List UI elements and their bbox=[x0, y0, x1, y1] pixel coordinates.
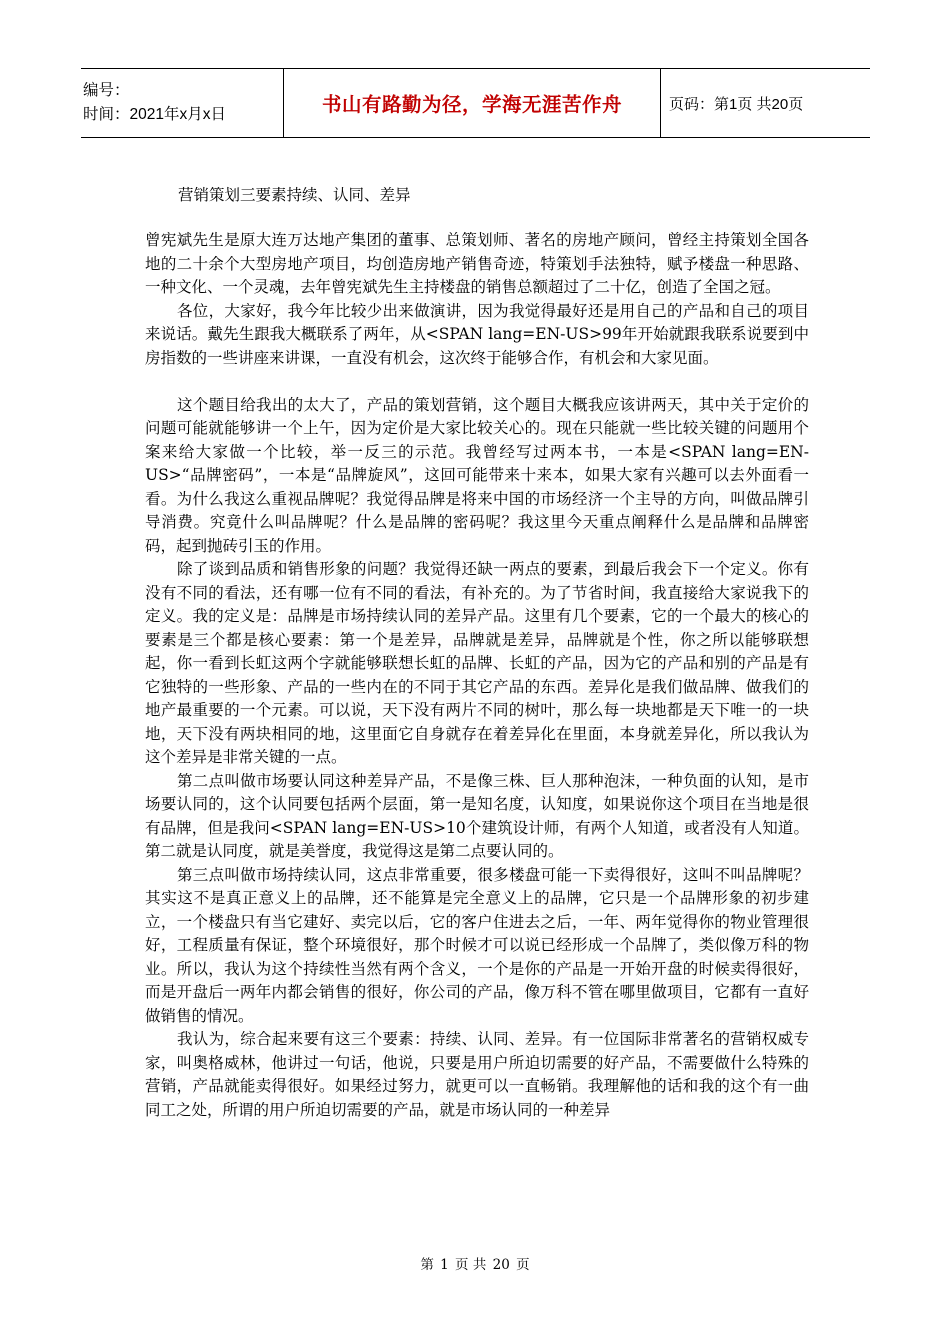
header-meta bbox=[81, 69, 284, 137]
page-header bbox=[81, 68, 870, 138]
header-motto bbox=[284, 69, 661, 137]
document-title: 营销策划三要素持续、认同、差异 bbox=[178, 186, 411, 204]
page-footer bbox=[0, 1253, 950, 1273]
paragraph-definition: 除了谈到品质和销售形象的问题？我觉得还缺一两点的要素，到最后我会下一个定义。你有没有不同的看法，还有哪一位有不同的看法，有补充的。为了节省时间，我直接给大家说我下的定义。我的定义是：品牌是市场持续认同的差异产品。这里有几个要素，它的一个最大的核心的要素是三个都是核心要素：第一个是差异，品牌就是差异，品牌就是个性，你之所以能够联想起，你一看到长虹这两个字就能够联想长虹的品牌、长虹的产品，因为它的产品和别的产品是有它独特的一些形象、产品的一些内在的不同于其它产品的东西。差异化是我们做品牌、做我们的地产最重要的一个元素。可以说，天下没有两片不同的树叶，那么每一块地都是天下唯一的一块地，天下没有两块相同的地，这里面它自身就存在着差异化在里面，本身就差异化，所以我认为这个差异是非常关键的一点。 bbox=[145, 560, 809, 766]
header-page-info bbox=[661, 69, 870, 137]
footer-prefix: 第 bbox=[420, 1257, 434, 1273]
paragraph-continuity: 第三点叫做市场持续认同，这点非常重要，很多楼盘可能一下卖得很好，这叫不叫品牌呢？其实这不是真正意义上的品牌，还不能算是完全意义上的品牌，它只是一个品牌形象的初步建立，一个楼盘只有当它建好、卖完以后，它的客户住进去之后，一年、两年觉得你的物业管理很好，工程质量有保证，整个环境很好，那个时候才可以说已经形成一个品牌了，类似像万科的物业。所以，我认为这个持续性当然有两个含义，一个是你的产品是一开始开盘的时候卖得很好，而是开盘后一两年内都会销售的很好，你公司的产品，像万科不管在哪里做项目，它都有一直好做销售的情况。 bbox=[145, 865, 809, 1025]
paragraph-intro: 曾宪斌先生是原大连万达地产集团的董事、总策划师、著名的房地产顾问，曾经主持策划全国各地的二十余个大型房地产项目，均创造房地产销售奇迹，特策划手法独特，赋予楼盘一种思路、一种文化、一个灵魂，去年曾宪斌先生主持楼盘的销售总额超过了二十亿，创造了全国之冠。 bbox=[145, 231, 809, 296]
paragraph-recognition: 第二点叫做市场要认同这种差异产品，不是像三株、巨人那种泡沫，一种负面的认知，是市场要认同的，这个认同要包括两个层面，第一是知名度，认知度，如果说你这个项目在当地是很有品牌，但是我问<SPAN lang=EN-US>10个建筑设计师，有两个人知道，或者没有人知道。第二就是认同度，就是美誉度，我觉得这是第二点要认同的。 bbox=[145, 771, 809, 860]
footer-middle: 页 共 bbox=[455, 1257, 487, 1273]
page-info-text: 页码：第1页 共20页 bbox=[669, 95, 804, 113]
paragraph-summary: 我认为，综合起来要有这三个要素：持续、认同、差异。有一位国际非常著名的营销权威专家，叫奥格威林，他讲过一句话，他说，只要是用户所迫切需要的好产品，不需要做什么特殊的营销，产品就能卖得很好。如果经过努力，就更可以一直畅销。我理解他的话和我的这个有一曲同工之处，所谓的用户所迫切需要的产品，就是市场认同的一种差异 bbox=[145, 1030, 809, 1119]
footer-total-pages: 20 bbox=[492, 1257, 510, 1273]
motto-text: 书山有路勤为径，学海无涯苦作舟 bbox=[321, 93, 622, 116]
paragraph-topic: 这个题目给我出的太大了，产品的策划营销，这个题目大概我应该讲两天，其中关于定价的问题可能就能够讲一个上午，因为定价是大家比较关心的。现在只能就一些比较关键的问题用个案来给大家做一个比较，举一反三的示范。我曾经写过两本书，一本是<SPAN lang=EN-US>“品牌密码”，一本是“品牌旋风”，这回可能带来十来本，如果大家有兴趣可以去外面看一看。为什么我这么重视品牌呢？我觉得品牌是将来中国的市场经济一个主导的方向，叫做品牌引导消费。究竟什么叫品牌呢？什么是品牌的密码呢？我这里今天重点阐释什么是品牌和品牌密码，起到抛砖引玉的作用。 bbox=[145, 395, 809, 555]
footer-suffix: 页 bbox=[516, 1257, 530, 1273]
document-body bbox=[145, 229, 809, 1122]
paragraph-greeting: 各位，大家好，我今年比较少出来做演讲，因为我觉得最好还是用自己的产品和自己的项目来说话。戴先生跟我大概联系了两年，从<SPAN lang=EN-US>99年开始就跟我联系说要到中房指数的一些讲座来讲课，一直没有机会，这次终于能够合作，有机会和大家见面。 bbox=[145, 301, 809, 367]
footer-current-page: 1 bbox=[440, 1257, 449, 1273]
document-date: 时间：2021年x月x日 bbox=[83, 106, 226, 123]
document-number-label: 编号： bbox=[83, 82, 130, 99]
